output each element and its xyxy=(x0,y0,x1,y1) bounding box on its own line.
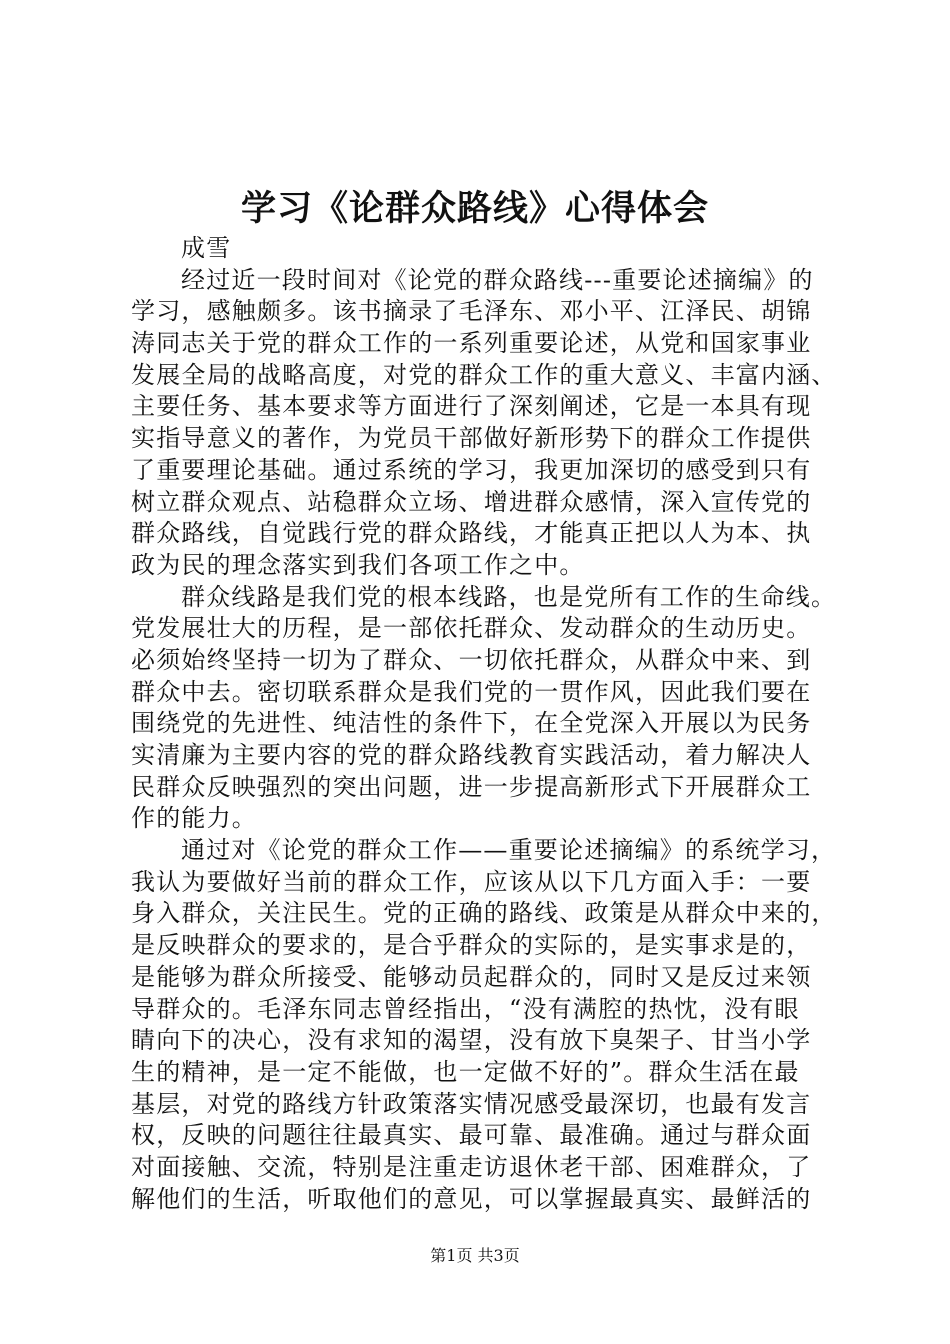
paragraph-line: 睛向下的决心，没有求知的渴望，没有放下臭架子、甘当小学 xyxy=(131,1026,812,1055)
paragraph-line: 身入群众，关注民生。党的正确的路线、政策是从群众中来的， xyxy=(131,899,837,928)
paragraph-line: 对面接触、交流，特别是注重走访退休老干部、困难群众，了 xyxy=(131,1152,812,1181)
paragraph-line: 树立群众观点、站稳群众立场、增进群众感情，深入宣传党的 xyxy=(131,487,812,516)
paragraph-line: 权，反映的问题往往最真实、最可靠、最准确。通过与群众面 xyxy=(131,1121,812,1150)
author-line: 成雪 xyxy=(181,234,232,262)
document-title: 学习《论群众路线》心得体会 xyxy=(240,189,709,229)
paragraph-line: 民群众反映强烈的突出问题，进一步提高新形式下开展群众工 xyxy=(131,772,812,801)
paragraph-line: 生的精神，是一定不能做，也一定做不好的”。群众生活在最 xyxy=(131,1057,800,1086)
paragraph-line: 经过近一段时间对《论党的群众路线---重要论述摘编》的 xyxy=(181,265,814,294)
paragraph-line: 作的能力。 xyxy=(131,804,257,833)
paragraph-line: 学习，感触颇多。该书摘录了毛泽东、邓小平、江泽民、胡锦 xyxy=(131,297,812,326)
document-body xyxy=(131,233,853,1215)
paragraph-line: 涛同志关于党的群众工作的一系列重要论述，从党和国家事业 xyxy=(131,329,812,358)
paragraph-line: 群众路线，自觉践行党的群众路线，才能真正把以人为本、执 xyxy=(131,519,812,548)
paragraph-line: 主要任务、基本要求等方面进行了深刻阐述，它是一本具有现 xyxy=(131,392,812,421)
paragraph-line: 党发展壮大的历程，是一部依托群众、发动群众的生动历史。 xyxy=(131,614,812,643)
paragraph-line: 我认为要做好当前的群众工作，应该从以下几方面入手：一要 xyxy=(131,867,812,896)
paragraph-line: 是能够为群众所接受、能够动员起群众的，同时又是反过来领 xyxy=(131,962,812,991)
paragraph-line: 实指导意义的著作，为党员干部做好新形势下的群众工作提供 xyxy=(131,424,812,453)
paragraph-line: 导群众的。毛泽东同志曾经指出，“没有满腔的热忱，没有眼 xyxy=(131,994,800,1023)
paragraph-line: 必须始终坚持一切为了群众、一切依托群众，从群众中来、到 xyxy=(131,645,812,674)
page-number-footer: 第1页 共3页 xyxy=(430,1246,520,1265)
paragraph-line: 围绕党的先进性、纯洁性的条件下，在全党深入开展以为民务 xyxy=(131,709,812,738)
paragraph-line: 解他们的生活，听取他们的意见，可以掌握最真实、最鲜活的 xyxy=(131,1184,812,1213)
paragraph-line: 了重要理论基础。通过系统的学习，我更加深切的感受到只有 xyxy=(131,455,812,484)
paragraph-line: 实清廉为主要内容的党的群众路线教育实践活动，着力解决人 xyxy=(131,741,812,769)
paragraph-line: 通过对《论党的群众工作——重要论述摘编》的系统学习， xyxy=(181,836,837,865)
paragraph-line: 群众线路是我们党的根本线路，也是党所有工作的生命线。 xyxy=(181,582,837,611)
paragraph-line: 政为民的理念落实到我们各项工作之中。 xyxy=(131,550,585,579)
paragraph-line: 群众中去。密切联系群众是我们党的一贯作风，因此我们要在 xyxy=(131,677,812,706)
paragraph-line: 是反映群众的要求的，是合乎群众的实际的，是实事求是的， xyxy=(131,931,812,960)
paragraph-line: 基层，对党的路线方针政策落实情况感受最深切，也最有发言 xyxy=(131,1089,812,1118)
paragraph-line: 发展全局的战略高度，对党的群众工作的重大意义、丰富内涵、 xyxy=(131,360,837,389)
